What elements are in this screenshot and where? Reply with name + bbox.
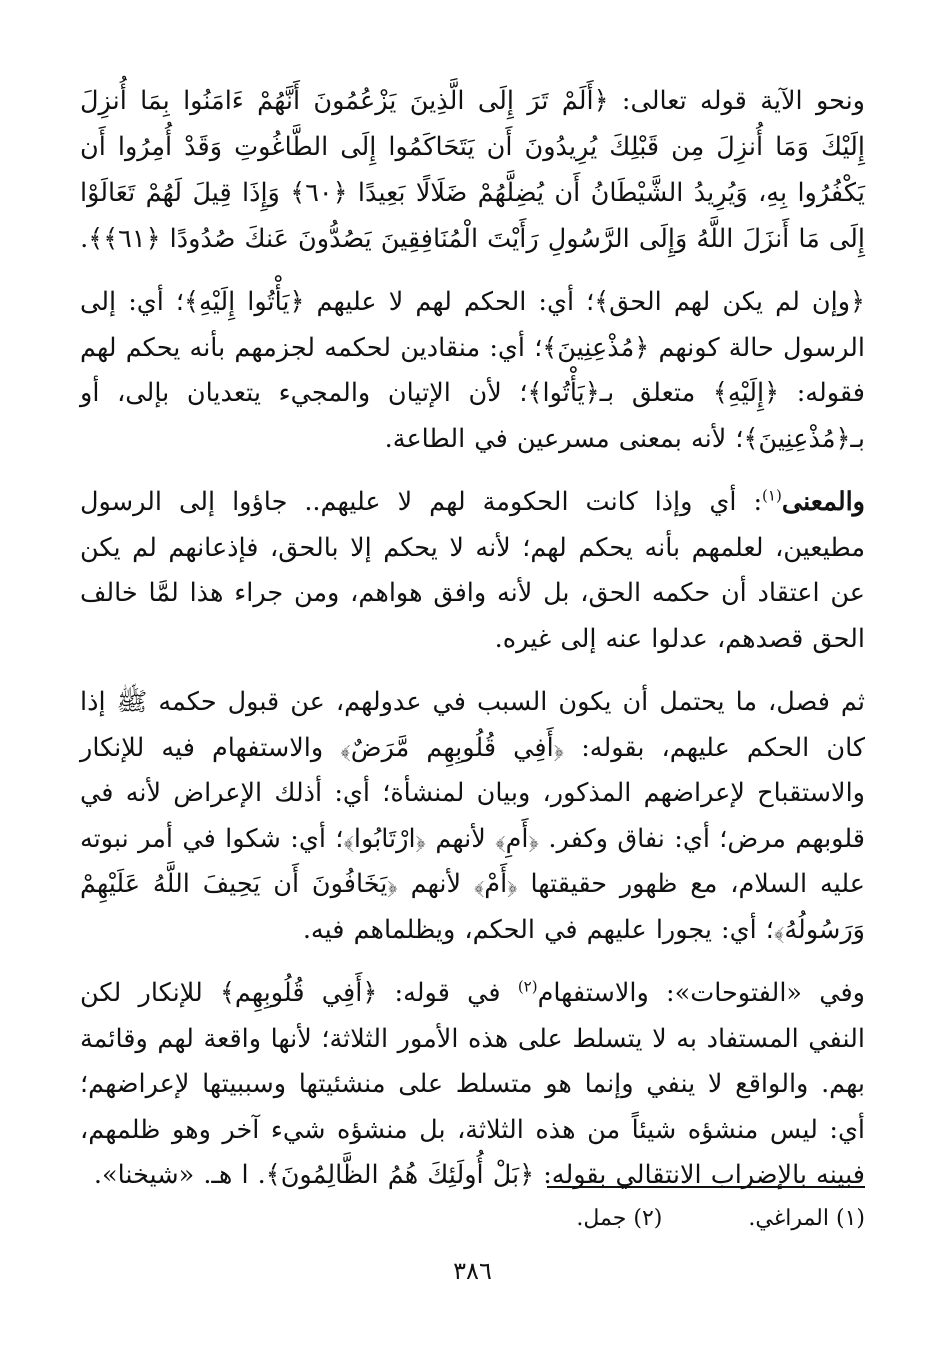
paragraph-futuhat (80, 971, 865, 1199)
footnote-separator (547, 1186, 865, 1188)
paragraph-lead: وفي «الفتوحات»: والاستفهام (537, 978, 865, 1008)
paragraph-lead: والمعنى (781, 487, 865, 517)
paragraph-commentary (80, 280, 865, 462)
paragraph-text: في قوله: ﴿أَفِي قُلُوبِهِم﴾ للإنكار لكن النفي المستفاد به لا يتسلط على هذه الأمور الثلاثة؛ لأنها واقعة لهم وقائمة بهم. والواقع لا ينفي وإنما هو متسلط على منشئيتها وسببيتها لإعراضهم؛ أي: ليس منشؤه شيئاً من هذه الثلاثة، بل منشؤه شيء آخر وهو ظلمهم، فبينه بالإضراب الانتقالي بقوله: ﴿بَلْ أُولَئِكَ هُمُ الظَّالِمُونَ﴾. ا هـ. «شيخنا». (80, 978, 865, 1190)
paragraph-text: ونحو الآية قوله تعالى: ﴿أَلَمْ تَرَ إِلَى الَّذِينَ يَزْعُمُونَ أَنَّهُمْ ءَامَنُوا بِمَا أُنزِلَ إِلَيْكَ وَمَا أُنزِلَ مِن قَبْلِكَ يُرِيدُونَ أَن يَتَحَاكَمُوا إِلَى الطَّاغُوتِ وَقَدْ أُمِرُوا أَن يَكْفُرُوا بِهِ، وَيُرِيدُ الشَّيْطَانُ أَن يُضِلَّهُمْ ضَلَالًا بَعِيدًا ﴿٦٠﴾ وَإِذَا قِيلَ لَهُمْ تَعَالَوْا إِلَى مَا أَنزَلَ اللَّهُ وَإِلَى الرَّسُولِ رَأَيْتَ الْمُنَافِقِينَ يَصُدُّونَ عَنكَ صُدُودًا ﴿٦١﴾﴾. (80, 86, 865, 254)
paragraph-meaning (80, 480, 865, 662)
paragraph-text: ﴿وإن لم يكن لهم الحق﴾؛ أي: الحكم لهم لا عليهم ﴿يَأْتُوا إِلَيْهِ﴾؛ أي: إلى الرسول حالة كونهم ﴿مُذْعِنِينَ﴾؛ أي: منقادين لحكمه لجزمهم بأنه يحكم لهم فقوله: ﴿إِلَيْهِ﴾ متعلق بـ﴿يَأْتُوا﴾؛ لأن الإتيان والمجيء يتعديان بإلى، أو بـ﴿مُذْعِنِينَ﴾؛ لأنه بمعنى مسرعين في الطاعة. (80, 287, 865, 454)
paragraph-verse (80, 78, 865, 262)
paragraph-text: ثم فصل، ما يحتمل أن يكون السبب في عدولهم، عن قبول حكمه ﷺ إذا كان الحكم عليهم، بقوله: ﴿أَفِي قُلُوبِهِم مَّرَضٌ﴾ والاستفهام فيه للإنكار والاستقباح لإعراضهم المذكور، وبيان لمنشأة؛ أي: أذلك الإعراض لأنه في قلوبهم مرض؛ أي: نفاق وكفر. ﴿أَمِ﴾ لأنهم ﴿ارْتَابُوا﴾؛ أي: شكوا في أمر نبوته عليه السلام، مع ظهور حقيقتها ﴿أَمْ﴾ لأنهم ﴿يَخَافُونَ أَن يَحِيفَ اللَّهُ عَلَيْهِمْ وَرَسُولُهُ﴾؛ أي: يجورا عليهم في الحكم، ويظلماهم فيه. (80, 687, 865, 945)
footnote-ref: (٢) (517, 977, 538, 996)
footnotes (576, 1204, 865, 1234)
paragraph-detail (80, 680, 865, 953)
paragraph-text: : أي وإذا كانت الحكومة لهم لا عليهم.. جاؤوا إلى الرسول مطيعين، لعلمهم بأنه يحكم لهم؛ لأنه لا يحكم إلا بالحق، فإذعانهم لم يكن عن اعتقاد أن حكمه الحق، بل لأنه وافق هواهم، ومن جراء هذا لمَّا خالف الحق قصدهم، عدلوا عنه إلى غيره. (80, 487, 865, 654)
page-body (80, 78, 865, 1199)
page-number: ٣٨٦ (453, 1257, 492, 1285)
footnote-ref: (١) (762, 486, 782, 505)
footnote-1: (١) المراغي. (748, 1206, 865, 1231)
footnote-2: (٢) جمل. (576, 1206, 663, 1231)
